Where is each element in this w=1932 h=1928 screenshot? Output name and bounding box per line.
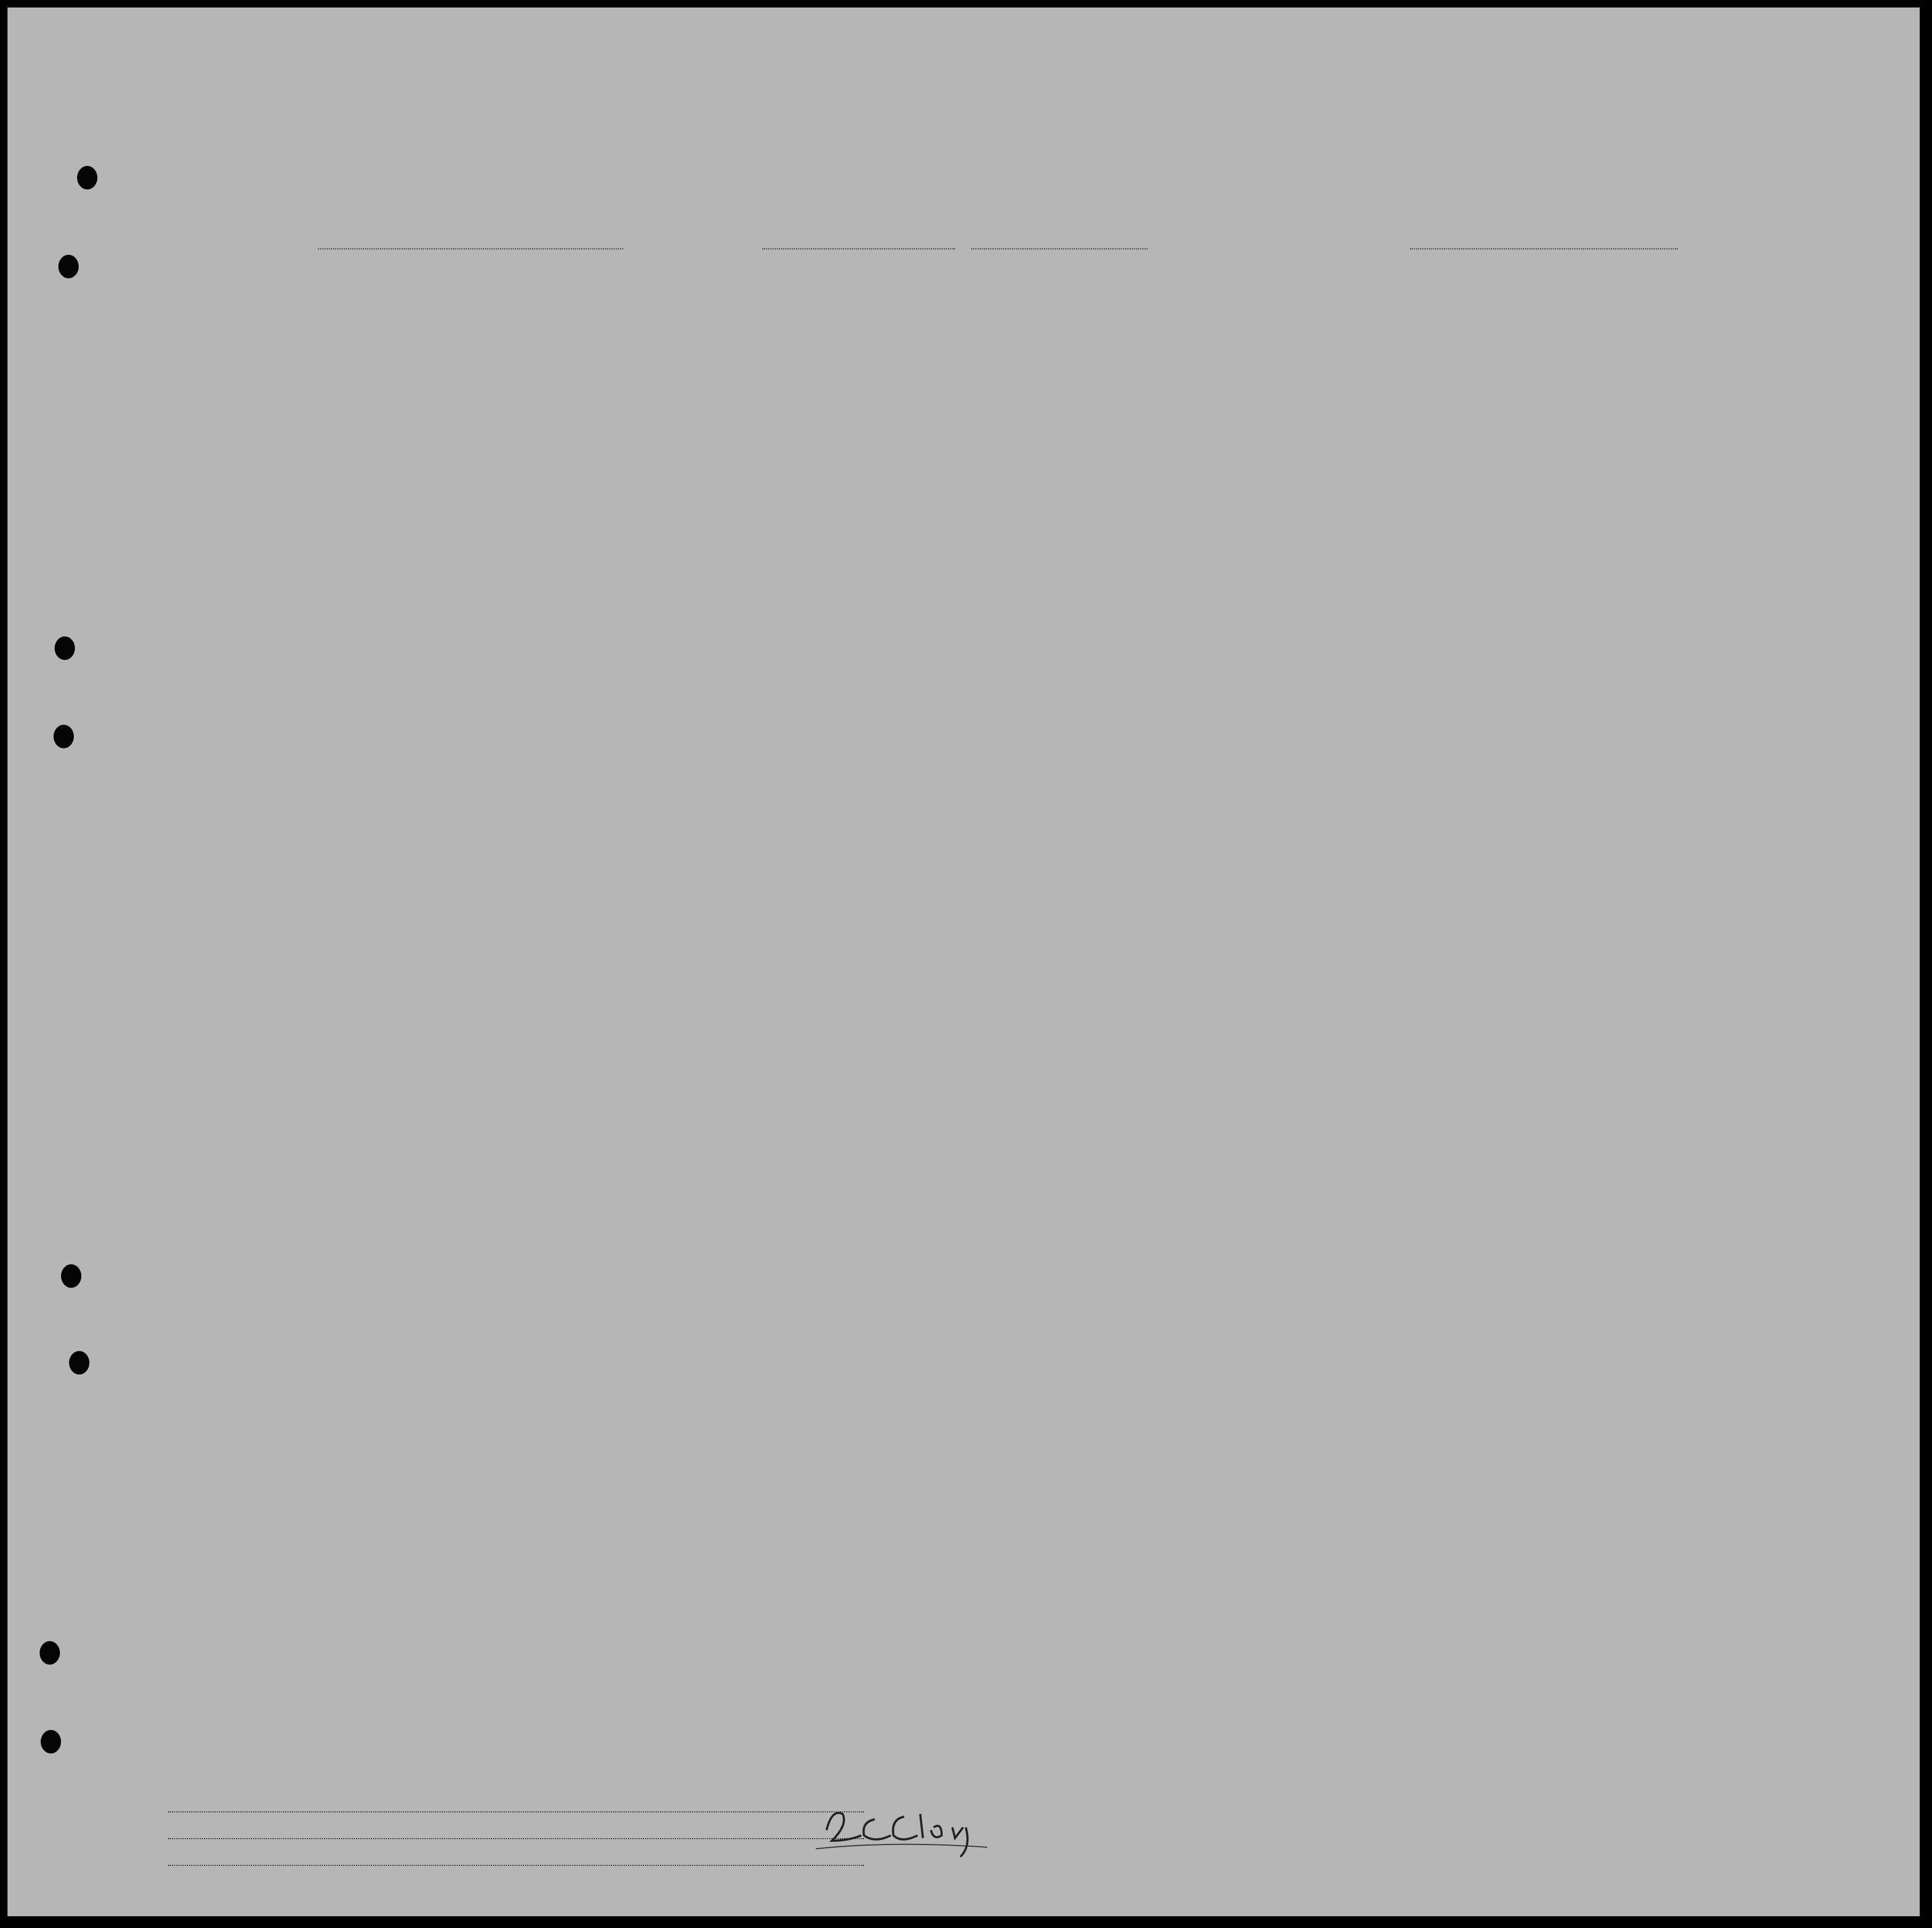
owners-underline (168, 1838, 864, 1839)
line-underline (168, 1811, 864, 1812)
agents-underline (168, 1865, 864, 1866)
manifest-sheet (7, 7, 1920, 1916)
inspector-signature (810, 1798, 1003, 1862)
table-grid (7, 7, 1920, 1916)
